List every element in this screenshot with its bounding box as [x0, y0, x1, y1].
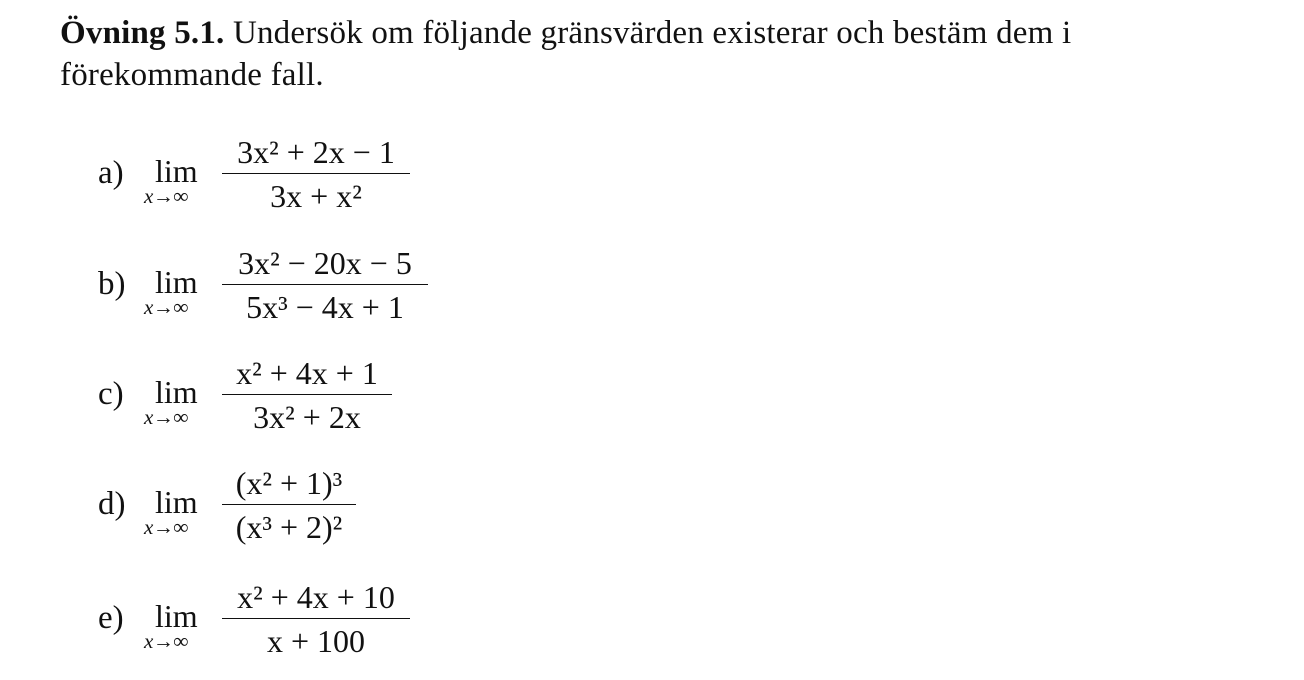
problem-label: c) [98, 376, 124, 412]
problem-label: a) [98, 155, 124, 191]
problem-a [98, 135, 698, 235]
problem-label: b) [98, 266, 126, 302]
problem-label: d) [98, 486, 126, 522]
denominator: (x³ + 2)² [235, 509, 343, 545]
fraction-bar [222, 284, 428, 285]
numerator: (x² + 1)³ [235, 465, 343, 501]
limit-subscript: x→∞ [144, 295, 188, 319]
exercise-heading [60, 12, 1260, 96]
numerator: 3x² − 20x − 5 [238, 245, 412, 281]
numerator: x² + 4x + 1 [236, 355, 378, 391]
limit-subscript: x→∞ [144, 629, 188, 653]
limit-operator: lim [155, 264, 198, 300]
fraction-bar [222, 394, 392, 395]
limit-subscript: x→∞ [144, 405, 188, 429]
exercise-title: Övning 5.1. [60, 15, 225, 51]
limit-operator: lim [155, 598, 198, 634]
numerator: 3x² + 2x − 1 [237, 134, 395, 170]
limit-subscript: x→∞ [144, 184, 188, 208]
problem-e [98, 580, 698, 680]
numerator: x² + 4x + 10 [237, 579, 395, 615]
limit-operator: lim [155, 484, 198, 520]
problem-c [98, 356, 698, 456]
limit-subscript: x→∞ [144, 515, 188, 539]
limit-operator: lim [155, 374, 198, 410]
fraction-bar [222, 173, 410, 174]
problem-label: e) [98, 600, 124, 636]
exercise-instruction: Undersök om följande gränsvärden existerar och bestäm dem i förekommande fall. [60, 15, 1072, 93]
problem-d [98, 466, 698, 566]
problem-b [98, 246, 698, 346]
denominator: 3x + x² [270, 178, 362, 214]
denominator: 3x² + 2x [253, 399, 361, 435]
limit-operator: lim [155, 153, 198, 189]
fraction-bar [222, 504, 356, 505]
denominator: x + 100 [266, 623, 366, 659]
fraction-bar [222, 618, 410, 619]
denominator: 5x³ − 4x + 1 [246, 289, 404, 325]
